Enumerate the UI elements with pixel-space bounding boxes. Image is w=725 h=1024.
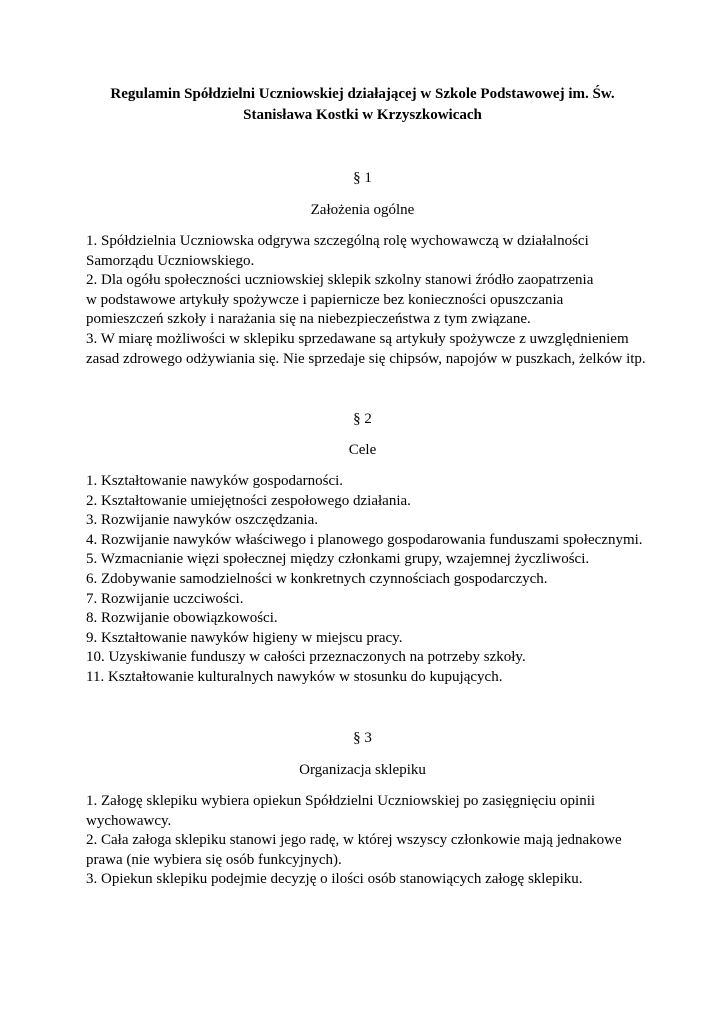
section-3-line: prawa (nie wybiera się osób funkcyjnych). [86, 851, 342, 868]
title-line: Regulamin Spółdzielni Uczniowskiej działającej w Szkole Podstawowej im. Św. [110, 86, 615, 102]
section-2-line: 2. Kształtowanie umiejętności zespołowego działania. [86, 492, 411, 509]
document-title [60, 84, 665, 126]
section-3-line: wychowawcy. [86, 812, 172, 829]
section-2-line: 6. Zdobywanie samodzielności w konkretnych czynnościach gospodarczych. [86, 570, 548, 587]
section-1-number: § 1 [353, 170, 372, 186]
section-1-line: w podstawowe artykuły spożywcze i papiernicze bez konieczności opuszczania [86, 291, 564, 308]
section-1-heading: Założenia ogólne [310, 202, 415, 218]
section-2-line: 1. Kształtowanie nawyków gospodarności. [86, 473, 344, 489]
section-2-line: 3. Rozwijanie nawyków oszczędzania. [86, 512, 318, 529]
section-2-line: 10. Uzyskiwanie funduszy w całości przeznaczonych na potrzeby szkoły. [86, 649, 526, 666]
section-1-body [86, 232, 686, 369]
section-1-line: Samorządu Uczniowskiego. [86, 252, 255, 269]
section-1-line: 3. W miarę możliwości w sklepiku sprzedawane są artykuły spożywcze z uwzględnieniem [86, 330, 629, 347]
title-line: Stanisława Kostki w Krzyszkowicach [243, 107, 482, 123]
section-2-number: § 2 [353, 411, 372, 427]
section-3-number: § 3 [353, 730, 372, 746]
section-2-heading: Cele [348, 442, 377, 458]
section-1-line: 2. Dla ogółu społeczności uczniowskiej sklepik szkolny stanowi źródło zaopatrzenia [86, 272, 594, 289]
section-2-line: 4. Rozwijanie nawyków właściwego i planowego gospodarowania funduszami społecznymi. [86, 531, 643, 548]
section-2-line: 11. Kształtowanie kulturalnych nawyków w stosunku do kupujących. [86, 668, 503, 685]
section-3-line: 1. Załogę sklepiku wybiera opiekun Spółdzielni Uczniowskiej po zasięgnięciu opinii [86, 793, 596, 809]
section-1-line: pomieszczeń szkoły i narażania się na niebezpieczeństwa z tym związane. [86, 311, 531, 328]
section-2-line: 9. Kształtowanie nawyków higieny w miejscu pracy. [86, 629, 403, 646]
section-2-line: 8. Rozwijanie obowiązkowości. [86, 610, 278, 627]
section-2-line: 5. Wzmacnianie więzi społecznej między członkami grupy, wzajemnej życzliwości. [86, 551, 590, 568]
section-3-heading: Organizacja sklepiku [299, 762, 426, 778]
section-1-line: 1. Spółdzielnia Uczniowska odgrywa szczególną rolę wychowawczą w działalności [86, 233, 589, 249]
section-2-line: 7. Rozwijanie uczciwości. [86, 590, 244, 607]
section-3-line: 3. Opiekun sklepiku podejmie decyzję o ilości osób stanowiących załogę sklepiku. [86, 871, 583, 888]
section-3-line: 2. Cała załoga sklepiku stanowi jego radę, w której wszyscy członkowie mają jednakowe [86, 832, 622, 849]
section-3-body [86, 792, 686, 890]
section-1-line: zasad zdrowego odżywiania się. Nie sprzedaje się chipsów, napojów w puszkach, żelków itp. [86, 350, 646, 367]
section-2-body [86, 472, 686, 688]
